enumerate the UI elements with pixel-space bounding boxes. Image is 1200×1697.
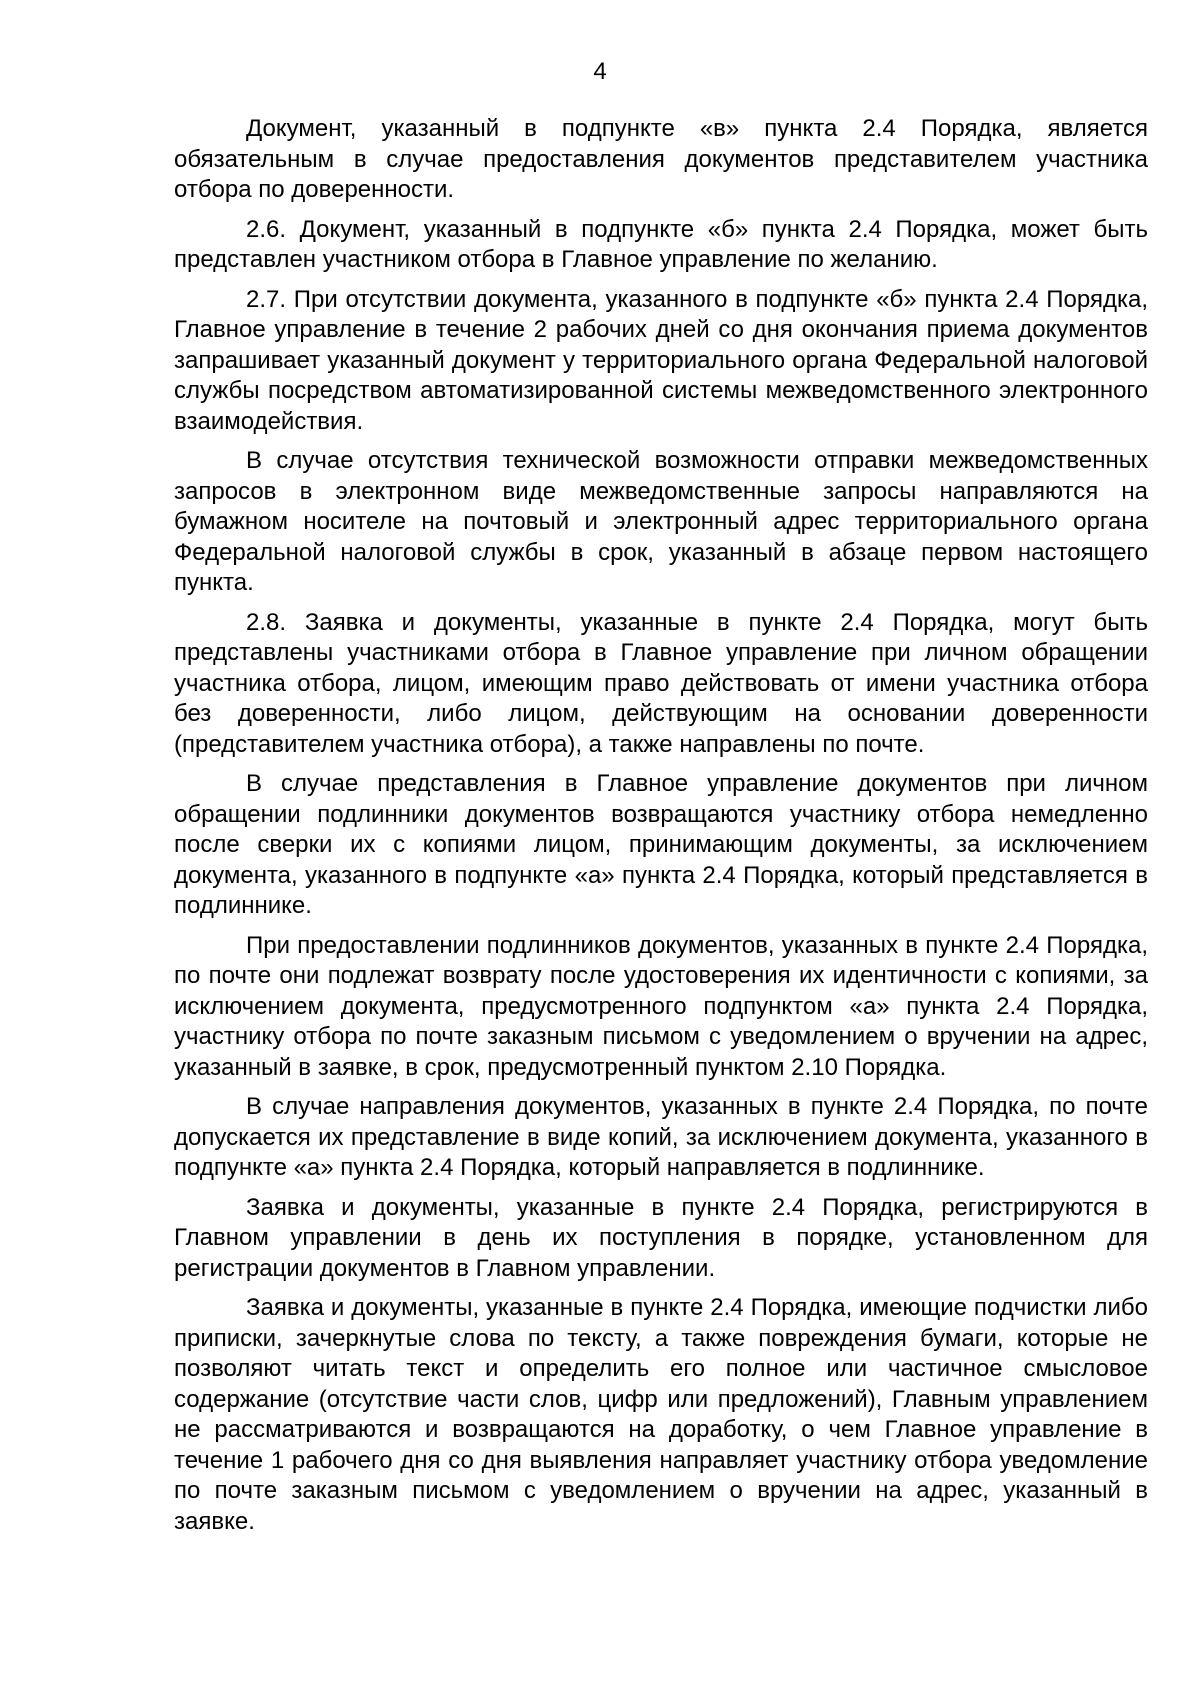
paragraph-2-8: 2.8. Заявка и документы, указанные в пункте 2.4 Порядка, могут быть представлены участниками отбора в Главное управление при личном обращении участника отбора, лицом, имеющим право действовать от имени участника отбора без доверенности, либо лицом, действующим на основании доверенности (представителем участника отбора), а также направлены по почте. <box>174 608 1148 758</box>
paragraph-personal-submission: В случае представления в Главное управление документов при личном обращении подлинники документов возвращаются участнику отбора немедленно после сверки их с копиями лицом, принимающим документы, за исключением документа, указанного в подпункте «а» пункта 2.4 Порядка, который представляется в подлиннике. <box>174 770 1148 919</box>
paragraph-1: Документ, указанный в подпункте «в» пункта 2.4 Порядка, является обязательным в случае предоставления документов представителем участника отбора по доверенности. <box>174 115 1148 203</box>
paragraph-registration: Заявка и документы, указанные в пункте 2.4 Порядка, регистрируются в Главном управлении в день их поступления в порядке, установленном для регистрации документов в Главном управлении. <box>174 1193 1148 1282</box>
paragraph-originals-by-mail: При предоставлении подлинников документов, указанных в пункте 2.4 Порядка, по почте они подлежат возврату после удостоверения их идентичности с копиями, за исключением документа, предусмотренного подпунктом «а» пункта 2.4 Порядка, участнику отбора по почте заказным письмом с уведомлением о вручении на адрес, указанный в заявке, в срок, предусмотренный пунктом 2.10 Порядка. <box>174 931 1148 1081</box>
paragraph-2-7-technical: В случае отсутствия технической возможности отправки межведомственных запросов в электронном виде межведомственные запросы направляются на бумажном носителе на почтовый и электронный адрес территориального органа Федеральной налоговой службы в срок, указанный в абзаце первом настоящего пункта. <box>174 447 1148 596</box>
paragraph-rejection: Заявка и документы, указанные в пункте 2.4 Порядка, имеющие подчистки либо приписки, зачеркнутые слова по тексту, а также повреждения бумаги, которые не позволяют читать текст и определить его полное или частичное смысловое содержание (отсутствие части слов, цифр или предложений), Главным управлением не рассматриваются и возвращаются на доработку, о чем Главное управление в течение 1 рабочего дня со дня выявления направляет участнику отбора уведомление по почте заказным письмом с уведомлением о вручении на адрес, указанный в заявке. <box>174 1294 1148 1535</box>
paragraph-2-6: 2.6. Документ, указанный в подпункте «б» пункта 2.4 Порядка, может быть представлен участником отбора в Главное управление по желанию. <box>174 215 1148 273</box>
page-number: 4 <box>593 58 607 85</box>
document-body <box>174 114 1148 1546</box>
paragraph-copies-by-mail: В случае направления документов, указанных в пункте 2.4 Порядка, по почте допускается их представление в виде копий, за исключением документа, указанного в подпункте «а» пункта 2.4 Порядка, который направляется в подлиннике. <box>174 1093 1148 1181</box>
paragraph-2-7: 2.7. При отсутствии документа, указанного в подпункте «б» пункта 2.4 Порядка, Главное управление в течение 2 рабочих дней со дня окончания приема документов запрашивает указанный документ у территориального органа Федеральной налоговой службы посредством автоматизированной системы межведомственного электронного взаимодействия. <box>174 285 1148 435</box>
